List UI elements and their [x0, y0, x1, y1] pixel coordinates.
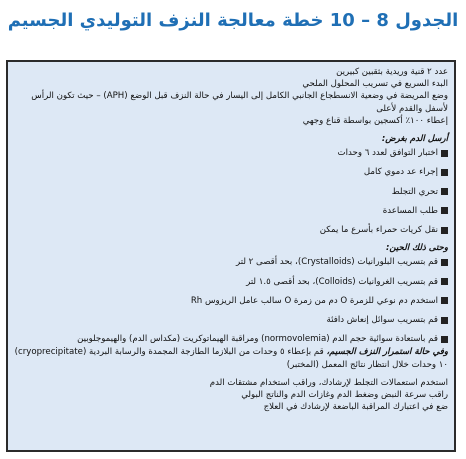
- blood-section-heading: أرسل الدم بغرض:: [381, 134, 448, 145]
- square-bullet-icon: [441, 297, 448, 304]
- intro-line: إعطاء ١٠٠٪ أكسجين بواسطة قناع وجهي: [302, 115, 448, 126]
- closing-line: ضع في اعتبارك المراقبة الباضعة لإرشادك في العلاج: [263, 402, 448, 413]
- list-item: استخدم دم نوعي للزمرة O دم من زمرة O سالب عامل الريزوس Rh: [14, 295, 448, 307]
- list-item: قم بتسريب سوائل إنعاش دافئة: [14, 314, 448, 326]
- persistent-section-text: قم بإعطاء ٥ وحدات من البلازما الطازجة المجمدة والرسابة البردية (cryoprecipitate) ١٠ وحدات خلال انتظار نتائج المعمل (المختبر): [14, 347, 448, 370]
- list-item: تحري التجلط: [14, 186, 448, 198]
- square-bullet-icon: [441, 317, 448, 324]
- closing-line: استخدم استعمالات التجلط لإرشادك، وراقب استخدام مشتقات الدم: [209, 377, 448, 388]
- list-item: نقل كريات حمراء بأسرع ما يمكن: [14, 224, 448, 236]
- list-item: إجراء عد دموي كامل: [14, 166, 448, 178]
- intro-line: البدء السريع في تسريب المحلول الملحي: [302, 79, 448, 90]
- list-item: قم بتسريب البلورانيات (Crystalloids)، بحد أقصى ٢ لتر: [14, 256, 448, 268]
- list-item: قم باستعادة سوائية حجم الدم (normovolemia) ومراقبة الهيماتوكريت (مكداس الدم) والهيموجلوبين: [14, 333, 448, 345]
- square-bullet-icon: [441, 207, 448, 214]
- list-item: طلب المساعدة: [14, 205, 448, 217]
- until-section-heading: وحتى ذلك الحين:: [385, 243, 448, 254]
- list-item: قم بتسريب الغروانيات (Colloids)، بحد أقصى ١.٥ لتر: [14, 276, 448, 288]
- square-bullet-icon: [441, 188, 448, 195]
- square-bullet-icon: [441, 227, 448, 234]
- persistent-bleeding-paragraph: [14, 346, 448, 370]
- persistent-section-heading: وفي حالة استمرار النزف الجسيم،: [326, 347, 448, 358]
- square-bullet-icon: [441, 278, 448, 285]
- square-bullet-icon: [441, 259, 448, 266]
- table-title: الجدول 8 – 10 خطة معالجة النزف التوليدي الجسيم: [7, 10, 459, 31]
- intro-line: عدد ٢ قنية وريدية بثقبين كبيرين: [336, 67, 448, 77]
- square-bullet-icon: [441, 169, 448, 176]
- closing-line: راقب سرعة النبض وضغط الدم وغازات الدم والناتج البولي: [241, 390, 448, 401]
- square-bullet-icon: [441, 150, 448, 157]
- square-bullet-icon: [441, 336, 448, 343]
- treatment-plan-box: [6, 60, 456, 452]
- intro-line: وضع المريضة في وضعية الانسطجاع الجانبي الكامل إلى اليسار في حالة النزف قبل الوضع (APH) – حيث تكون الرأس لأسفل والقدم لأعلى: [31, 91, 448, 114]
- list-item: اختبار التوافق لعدد ٦ وحدات: [14, 147, 448, 159]
